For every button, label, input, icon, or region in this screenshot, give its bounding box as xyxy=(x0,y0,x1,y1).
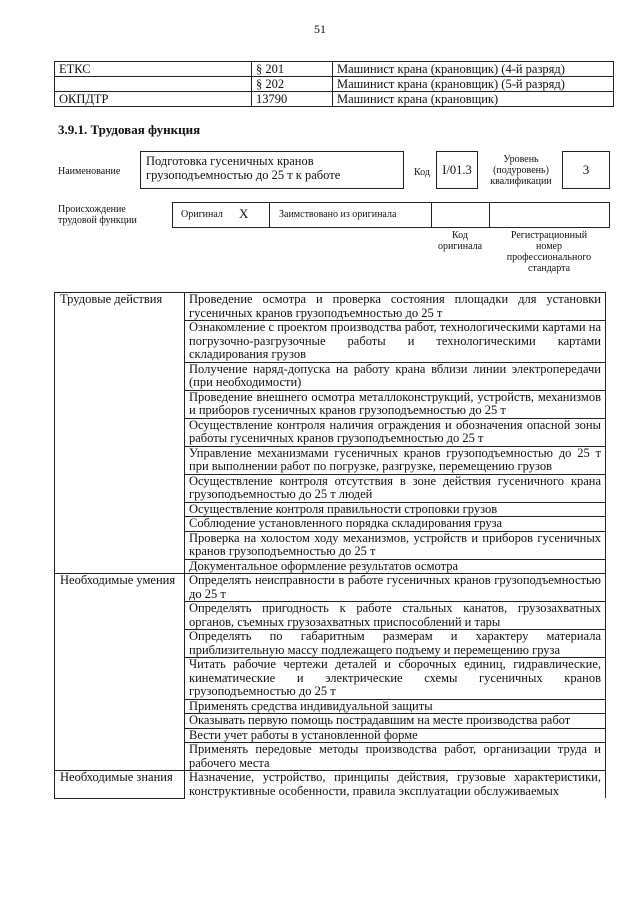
list-item: Проведение внешнего осмотра металлоконструкций, устройств, механизмов и приборов гусеничных кранов грузоподъемностью до 25 т xyxy=(185,390,606,418)
list-item: Вести учет работы в установленной форме xyxy=(185,728,606,743)
etks-name: Машинист крана (крановщик) (4-й разряд) xyxy=(333,62,614,77)
section-label: Необходимые умения xyxy=(55,574,185,771)
page-number: 51 xyxy=(314,22,326,36)
list-item: Соблюдение установленного порядка складирования груза xyxy=(185,517,606,532)
list-item: Читать рабочие чертежи деталей и сборочных единиц, гидравлические, кинематические и электрические схемы гусеничных кранов грузоподъемностью до 25 т xyxy=(185,658,606,700)
table-row xyxy=(55,77,614,92)
table-row xyxy=(55,293,606,321)
list-item: Применять передовые методы производства работ, организации труда и рабочего места xyxy=(185,743,606,771)
name-label: Наименование xyxy=(58,166,121,177)
etks-name: Машинист крана (крановщик) xyxy=(333,92,614,107)
borrowed-label: Заимствовано из оригинала xyxy=(279,209,397,220)
etks-label: ЕТКС xyxy=(55,62,252,77)
reg-number-caption: Регистрационный номер профессионального стандарта xyxy=(506,230,592,274)
table-row xyxy=(55,92,614,107)
list-item: Назначение, устройство, принципы действия, грузовые характеристики, конструктивные особенности, правила эксплуатации обслуживаемых xyxy=(185,771,606,799)
list-item: Осуществление контроля отсутствия в зоне действия гусеничного крана грузоподъемностью до 25 т людей xyxy=(185,474,606,502)
list-item: Применять средства индивидуальной защиты xyxy=(185,699,606,714)
table-row xyxy=(55,771,606,799)
etks-code: 13790 xyxy=(252,92,333,107)
level-label: Уровень (подуровень) квалификации xyxy=(490,154,552,187)
list-item: Проведение осмотра и проверка состояния площадки для установки гусеничных кранов грузоподъемностью до 25 т xyxy=(185,293,606,321)
origin-box xyxy=(172,202,610,228)
list-item: Определять по габаритным размерам и характеру материала приблизительную массу подлежащего подъему и перемещению груза xyxy=(185,630,606,658)
section-label: Трудовые действия xyxy=(55,293,185,574)
list-item: Осуществление контроля правильности строповки грузов xyxy=(185,502,606,517)
list-item: Ознакомление с проектом производства работ, технологическими картами на погрузочно-разгрузочные работы и технологическими картами складирования грузов xyxy=(185,321,606,363)
etks-code: § 201 xyxy=(252,62,333,77)
code-label: Код xyxy=(414,167,430,178)
divider xyxy=(431,203,432,227)
table-row xyxy=(55,62,614,77)
level-value: 3 xyxy=(562,151,610,189)
code-original-caption: Код оригинала xyxy=(437,230,483,252)
etks-label: ОКПДТР xyxy=(55,92,252,107)
etks-name: Машинист крана (крановщик) (5-й разряд) xyxy=(333,77,614,92)
list-item: Документальное оформление результатов осмотра xyxy=(185,559,606,574)
list-item: Осуществление контроля наличия ограждения и обозначения опасной зоны работы гусеничных кранов грузоподъемностью до 25 т xyxy=(185,418,606,446)
function-name: Подготовка гусеничных кранов грузоподъемностью до 25 т к работе xyxy=(140,151,404,189)
section-title: 3.9.1. Трудовая функция xyxy=(58,122,201,137)
section-label: Необходимые знания xyxy=(55,771,185,799)
function-code: I/01.3 xyxy=(436,151,478,189)
table-row xyxy=(55,574,606,602)
etks-label xyxy=(55,77,252,92)
etks-code: § 202 xyxy=(252,77,333,92)
list-item: Управление механизмами гусеничных кранов грузоподъемностью до 25 т при выполнении работ по погрузке, разгрузке, перемещению грузов xyxy=(185,446,606,474)
origin-label: Происхождение трудовой функции xyxy=(58,204,137,226)
original-mark: X xyxy=(239,206,249,221)
list-item: Оказывать первую помощь пострадавшим на месте производства работ xyxy=(185,714,606,729)
divider xyxy=(489,203,490,227)
original-label: Оригинал xyxy=(181,209,223,220)
divider xyxy=(269,203,270,227)
list-item: Проверка на холостом ходу механизмов, устройств и приборов гусеничных кранов грузоподъемностью до 25 т xyxy=(185,531,606,559)
list-item: Определять неисправности в работе гусеничных кранов грузоподъемностью до 25 т xyxy=(185,574,606,602)
list-item: Определять пригодность к работе стальных канатов, грузозахватных органов, съемных грузозахватных приспособлений и тары xyxy=(185,602,606,630)
function-content-table xyxy=(54,292,606,799)
etks-table xyxy=(54,61,614,107)
list-item: Получение наряд-допуска на работу крана вблизи линии электропередачи (при необходимости) xyxy=(185,362,606,390)
